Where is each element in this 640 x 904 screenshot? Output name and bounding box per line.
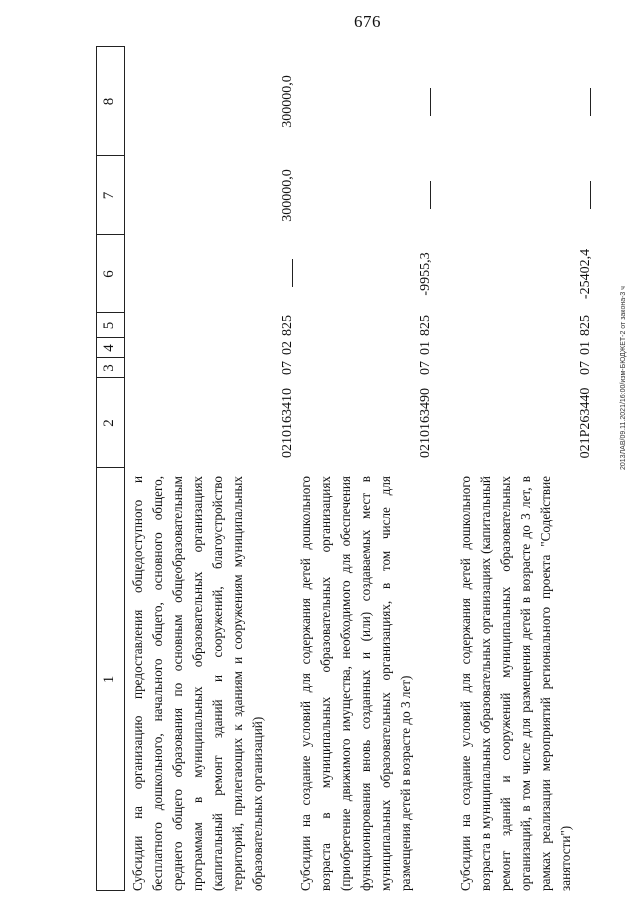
header-col-5: 5 [101,321,117,330]
budget-table [96,46,601,891]
table-row [296,46,446,891]
header-col-1: 1 [101,675,117,684]
row-col6: -9955,3 [418,252,433,296]
row-code: 021P263440 [578,387,593,459]
row-subsection: 01 [418,341,433,355]
header-col-8: 8 [101,97,117,106]
row-type: 825 [418,315,433,336]
row-col7-dash [430,181,431,209]
row-type: 825 [280,315,295,336]
row-section: 07 [578,361,593,375]
header-col-7: 7 [101,191,117,200]
row-code: 0210163410 [280,388,295,458]
header-col-6: 6 [101,270,117,278]
row-subsection: 02 [280,341,295,355]
table-row [456,46,606,891]
header-col-2: 2 [101,419,117,427]
row-col8-dash [590,88,591,116]
row-col7-dash [590,181,591,209]
row-code: 0210163490 [418,388,433,458]
row-description: Субсидии на организацию предоставления общедоступного и бесплатного дошкольного, начального общего, основного общего, среднего общего образования по основным общеобразовательным программам в муниципальных образовательных организациях (капитальный ремонт зданий и сооружений, благоустройство территорий, прилегающих к зданиям и сооружениям муниципальных образовательных организаций) [130,476,265,891]
row-description: Субсидии на создание условий для содержания детей дошкольного возраста в муниципальных образовательных организациях (капитальный ремонт зданий и сооружений муниципальных образовательных организаций, в том числе для размещения детей в возрасте до 3 лет, в рамках реализации мероприятий регионального проекта "Содействие занятости") [458,476,573,891]
row-col7: 300000,0 [280,169,295,222]
row-col6: -25402,4 [578,248,593,300]
row-description: Субсидии на создание условий для содержания детей дошкольного возраста в муниципальных образовательных организациях (приобретение движимого имущества, необходимого для обеспечения функционирования вновь созданных и (или) создаваемых мест в муниципальных образовательных организациях, в том числе для размещения детей в возрасте до 3 лет) [298,476,413,891]
document-stamp: 2013ЛАВ/09.11.2021/16:00/изм-БЮДЖЕТ-2 от закона-3 ч [620,286,627,470]
header-col-3: 3 [101,364,117,372]
row-col8: 300000,0 [280,75,295,128]
table-header [96,46,125,891]
header-col-4: 4 [101,344,117,352]
row-col8-dash [430,88,431,116]
row-section: 07 [280,361,295,375]
row-col6-dash [292,259,293,287]
page-number: 676 [354,12,381,31]
row-type: 825 [578,315,593,336]
row-subsection: 01 [578,341,593,355]
row-section: 07 [418,361,433,375]
table-row [128,46,308,891]
